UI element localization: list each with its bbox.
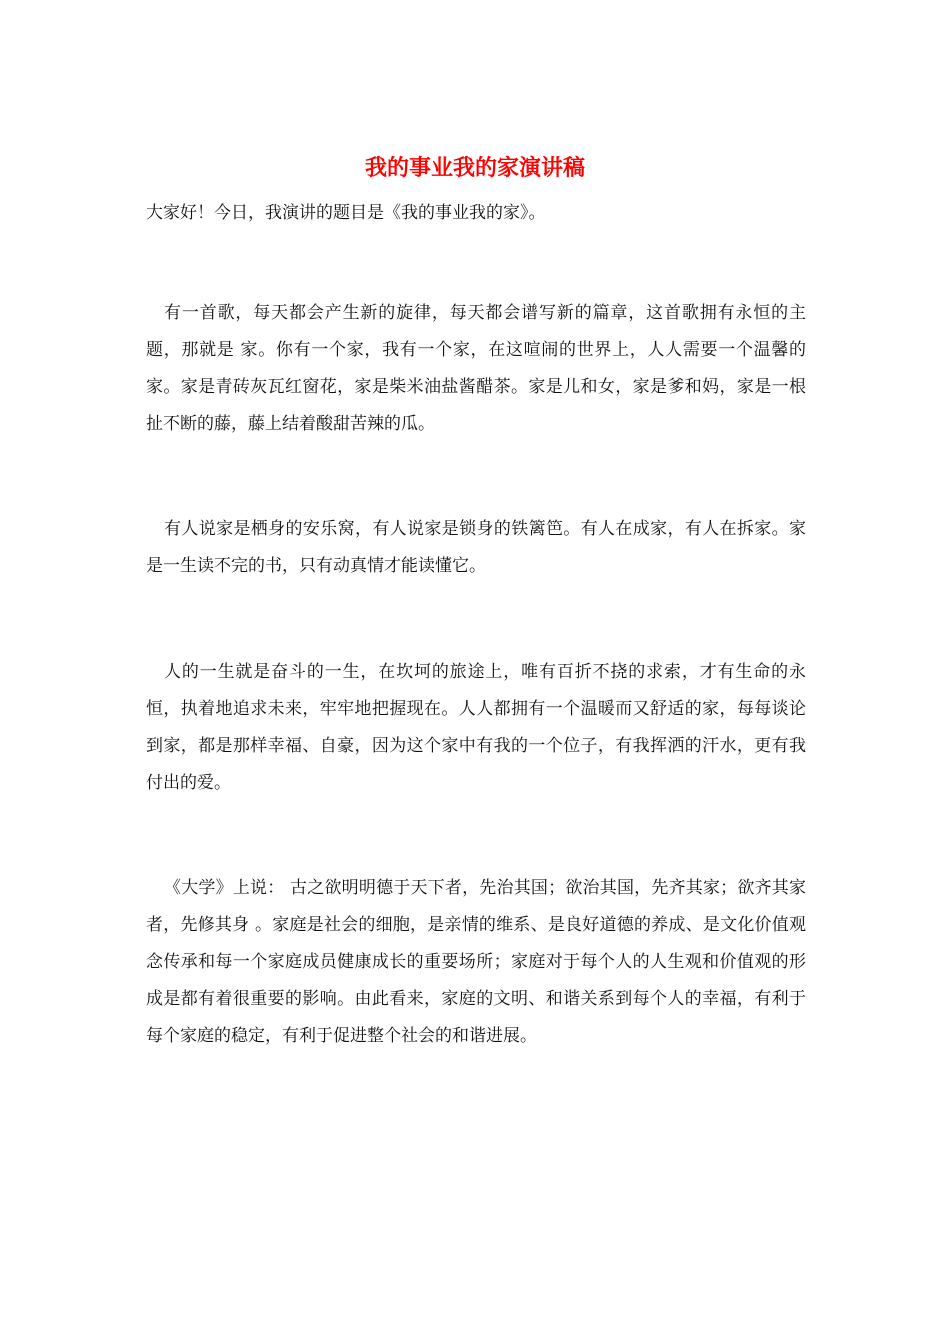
- paragraph-1: 有一首歌，每天都会产生新的旋律，每天都会谱写新的篇章，这首歌拥有永恒的主题，那就是 家。你有一个家，我有一个家，在这喧闹的世界上，人人需要一个温馨的家。家是青砖灰瓦红窗花，家是柴米油盐酱醋茶。家是儿和女，家是爹和妈，家是一根扯不断的藤，藤上结着酸甜苦辣的瓜。: [146, 303, 806, 434]
- paragraph-4: 《大学》上说： 古之欲明明德于天下者，先治其国；欲治其国，先齐其家；欲齐其家者，先修其身 。家庭是社会的细胞，是亲情的维系、是良好道德的养成、是文化价值观念传承和每一个家庭成员健康成长的重要场所；家庭对于每个人的人生观和价值观的形成是都有着很重要的影响。由此看来，家庭的文明、和谐关系到每个人的幸福，有利于每个家庭的稳定，有利于促进整个社会的和谐进展。: [146, 878, 806, 1046]
- paragraph-2: 有人说家是栖身的安乐窝，有人说家是锁身的铁篱笆。有人在成家，有人在拆家。家是一生读不完的书，只有动真情才能读懂它。: [146, 519, 806, 576]
- paragraph-3: 人的一生就是奋斗的一生，在坎坷的旅途上，唯有百折不挠的求索，才有生命的永恒，执着地追求未来，牢牢地把握现在。人人都拥有一个温暖而又舒适的家，每每谈论到家，都是那样幸福、自豪，因为这个家中有我的一个位子，有我挥洒的汗水，更有我付出的爱。: [146, 662, 806, 793]
- document-title: 我的事业我的家演讲稿: [364, 155, 585, 181]
- greeting-text: 大家好！今日，我演讲的题目是《我的事业我的家》。: [146, 203, 546, 223]
